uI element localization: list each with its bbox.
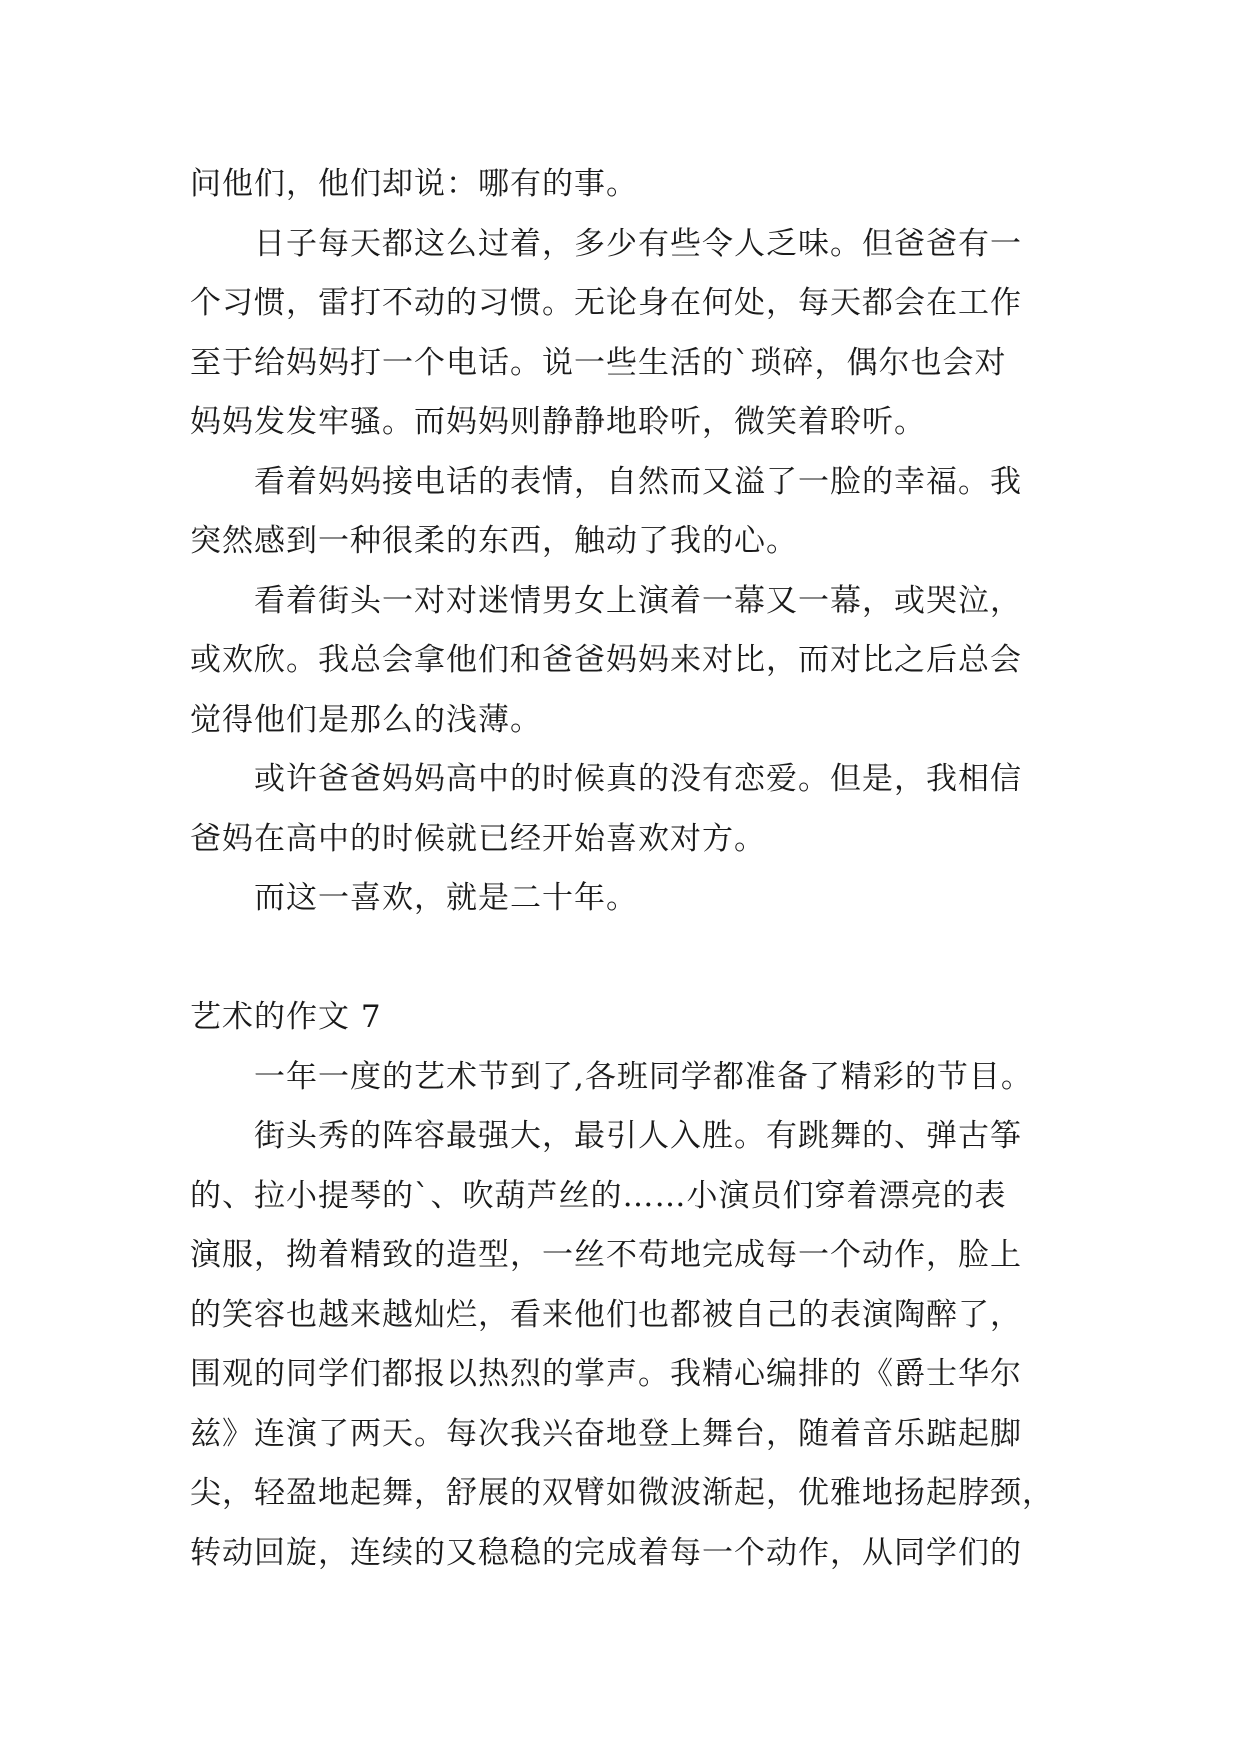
essay-section-7 [190,1048,1070,1584]
text-line: 看着街头一对对迷情男女上演着一幕又一幕，或哭泣， [254,582,1022,619]
text-line: 兹》连演了两天。每次我兴奋地登上舞台，随着音乐踮起脚 [190,1415,1022,1452]
section-gap [190,929,1070,989]
essay-section-6-continued [190,155,1070,929]
text-line: 觉得他们是那么的浅薄。 [190,701,542,738]
essay-title-7: 艺术的作文 7 [190,999,382,1035]
text-line: 演服，拗着精致的造型，一丝不苟地完成每一个动作，脸上 [190,1237,1022,1273]
text-line: 而这一喜欢，就是二十年。 [254,880,638,916]
text-line: 问他们，他们却说：哪有的事。 [190,166,638,202]
text-line: 或欢欣。我总会拿他们和爸爸妈妈来对比，而对比之后总会 [190,642,1022,678]
text-line: 转动回旋，连续的又稳稳的完成着每一个动作，从同学们的 [190,1534,1022,1571]
text-line: 一年一度的艺术节到了,各班同学都准备了精彩的节目。 [254,1058,1033,1095]
text-line: 的、拉小提琴的`、吹葫芦丝的……小演员们穿着漂亮的表 [190,1177,1007,1214]
text-line: 或许爸爸妈妈高中的时候真的没有恋爱。但是，我相信 [254,761,1022,797]
text-line: 日子每天都这么过着，多少有些令人乏味。但爸爸有一 [254,225,1022,262]
text-line: 突然感到一种很柔的东西，触动了我的心。 [190,523,798,559]
text-line: 看着妈妈接电话的表情，自然而又溢了一脸的幸福。我 [254,463,1022,500]
text-line: 街头秀的阵容最强大，最引人入胜。有跳舞的、弹古筝 [254,1118,1022,1154]
text-line: 围观的同学们都报以热烈的掌声。我精心编排的《爵士华尔 [190,1356,1022,1392]
document-body [190,155,1070,1583]
text-line: 至于给妈妈打一个电话。说一些生活的`琐碎，偶尔也会对 [190,344,1007,381]
text-line: 妈妈发发牢骚。而妈妈则静静地聆听，微笑着聆听。 [190,404,926,440]
text-line: 个习惯，雷打不动的习惯。无论身在何处，每天都会在工作 [190,285,1022,321]
text-line: 的笑容也越来越灿烂，看来他们也都被自己的表演陶醉了， [190,1296,1022,1333]
text-line: 尖，轻盈地起舞，舒展的双臂如微波渐起，优雅地扬起脖颈， [190,1475,1054,1511]
text-line: 爸妈在高中的时候就已经开始喜欢对方。 [190,820,766,857]
